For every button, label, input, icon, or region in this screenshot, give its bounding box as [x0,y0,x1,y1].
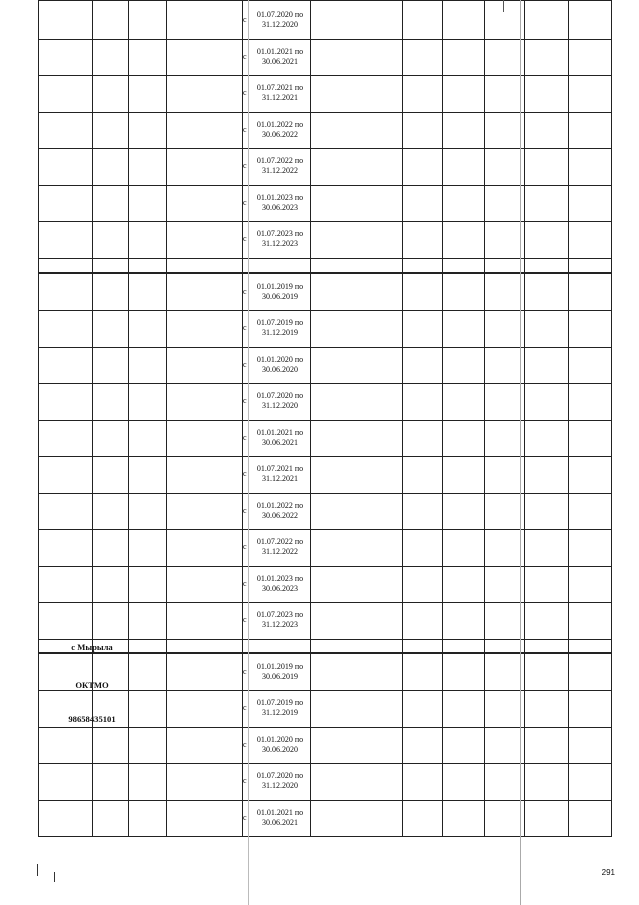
empty-value-dash [402,112,442,149]
tariff-type [166,654,238,691]
empty-value-dash [524,112,568,149]
tariff-type [166,727,238,764]
tariff-type [166,221,238,258]
tariff-type [166,763,238,800]
period-range: 01.01.2020 по 30.06.2020 [256,734,304,754]
row-code [38,456,92,493]
empty-value-dash [524,456,568,493]
empty-value-dash [484,310,524,347]
empty-value-dash [524,420,568,457]
tariff-period [242,800,310,837]
empty-value-dash [568,529,612,566]
column-border [524,0,525,836]
period-range: 01.01.2019 по 30.06.2019 [256,661,304,681]
tariff-period [242,529,310,566]
empty-value-dash [442,310,484,347]
tariff-period [242,493,310,530]
scan-artifact-mark [54,872,55,882]
empty-value-dash [402,148,442,185]
empty-value-dash [568,654,612,691]
empty-value-dash [524,221,568,258]
empty-value-dash [524,39,568,76]
row-code [38,221,92,258]
empty-value-dash [484,763,524,800]
empty-value-dash [442,2,484,39]
empty-value-dash [568,602,612,639]
empty-value-dash [442,690,484,727]
empty-value-dash [568,75,612,112]
period-range: 01.07.2021 по 31.12.2021 [256,464,304,484]
period-prefix: с [243,542,247,552]
tariff-period [242,75,310,112]
tariff-period [242,456,310,493]
empty-value-dash [402,800,442,837]
row-code [38,566,92,603]
scan-artifact-line [248,0,249,905]
row-code [38,185,92,222]
scan-artifact-line [520,0,521,905]
tariff-period [242,39,310,76]
period-prefix: с [243,703,247,713]
period-prefix: с [243,776,247,786]
period-range: 01.07.2020 по 31.12.2020 [256,391,304,411]
row-border [38,639,612,640]
empty-value-dash [442,529,484,566]
empty-value-dash [568,690,612,727]
tariff-period [242,112,310,149]
empty-value-dash [484,456,524,493]
empty-value-dash [524,763,568,800]
tariff-type [166,383,238,420]
empty-value-dash [524,529,568,566]
empty-value-dash [402,529,442,566]
empty-value-dash [568,310,612,347]
empty-value-dash [442,763,484,800]
tariff-period [242,690,310,727]
period-range: 01.01.2022 по 30.06.2022 [256,119,304,139]
tariff-period [242,148,310,185]
tariff-period [242,763,310,800]
tariff-type [166,566,238,603]
empty-value-dash [524,493,568,530]
period-range: 01.07.2020 по 31.12.2020 [256,771,304,791]
empty-value-dash [484,75,524,112]
empty-value-dash [568,493,612,530]
period-range: 01.07.2022 по 31.12.2022 [256,537,304,557]
tariff-period [242,727,310,764]
tariff-period [242,383,310,420]
column-border [611,0,612,836]
row-code [38,529,92,566]
empty-value-dash [402,602,442,639]
column-border [38,0,39,836]
tariff-value [310,383,402,420]
empty-value-dash [484,654,524,691]
empty-value-dash [524,690,568,727]
empty-value-dash [568,347,612,384]
row-code [38,800,92,837]
tariff-value [310,75,402,112]
tariff-value [310,148,402,185]
tariff-type [166,690,238,727]
empty-value-dash [568,763,612,800]
period-range: 01.01.2019 по 30.06.2019 [256,281,304,301]
tariff-type [166,529,238,566]
empty-value-dash [484,274,524,311]
period-range: 01.07.2019 по 31.12.2019 [256,318,304,338]
period-prefix: с [243,432,247,442]
empty-value-dash [524,75,568,112]
column-border [402,0,403,836]
empty-value-dash [484,347,524,384]
empty-value-dash [524,602,568,639]
tariff-type [166,310,238,347]
empty-value-dash [568,456,612,493]
column-border [166,0,167,836]
tariff-value [310,456,402,493]
tariff-type [166,800,238,837]
period-range: 01.07.2019 по 31.12.2019 [256,698,304,718]
empty-value-dash [442,185,484,222]
empty-value-dash [402,185,442,222]
empty-value-dash [402,310,442,347]
tariff-type [166,185,238,222]
empty-value-dash [484,566,524,603]
empty-value-dash [402,690,442,727]
settlement-name: с Мырыла [71,642,113,652]
empty-value-dash [402,493,442,530]
empty-value-dash [402,727,442,764]
period-prefix: с [243,505,247,515]
row-border [38,258,612,259]
row-code [38,763,92,800]
column-border [568,0,569,836]
tariff-value [310,310,402,347]
period-range: 01.01.2023 по 30.06.2023 [256,573,304,593]
empty-value-dash [524,148,568,185]
tariff-value [310,493,402,530]
tariff-value [310,602,402,639]
row-code [38,420,92,457]
row-code [38,274,92,311]
empty-value-dash [568,39,612,76]
tariff-period [242,185,310,222]
period-prefix: с [243,234,247,244]
tariff-value [310,274,402,311]
empty-value-dash [484,185,524,222]
empty-value-dash [484,420,524,457]
period-prefix: с [243,396,247,406]
tariff-type [166,493,238,530]
empty-value-dash [524,185,568,222]
empty-value-dash [442,602,484,639]
row-code [38,148,92,185]
tariff-period [242,420,310,457]
tariff-period [242,221,310,258]
empty-value-dash [402,221,442,258]
empty-value-dash [524,727,568,764]
empty-value-dash [524,383,568,420]
empty-value-dash [442,148,484,185]
tariff-type [166,274,238,311]
period-range: 01.01.2021 по 30.06.2021 [256,427,304,447]
tariff-value [310,185,402,222]
empty-value-dash [442,493,484,530]
empty-value-dash [568,148,612,185]
empty-value-dash [442,274,484,311]
empty-value-dash [484,112,524,149]
row-code [38,2,92,39]
empty-value-dash [484,2,524,39]
column-border [484,0,485,836]
tariff-value [310,654,402,691]
row-code [38,39,92,76]
empty-value-dash [442,75,484,112]
period-range: 01.01.2022 по 30.06.2022 [256,500,304,520]
period-range: 01.07.2023 по 31.12.2023 [256,610,304,630]
empty-value-dash [442,221,484,258]
tariff-type [166,148,238,185]
row-code [38,602,92,639]
tariff-period [242,2,310,39]
empty-value-dash [568,221,612,258]
empty-value-dash [442,456,484,493]
tariff-type [166,420,238,457]
empty-value-dash [524,654,568,691]
empty-value-dash [568,112,612,149]
page-number: 291 [601,868,615,877]
period-prefix: с [243,15,247,25]
empty-value-dash [484,148,524,185]
empty-value-dash [402,274,442,311]
empty-value-dash [402,763,442,800]
column-border [242,0,243,836]
empty-value-dash [442,566,484,603]
row-code [38,383,92,420]
tariff-value [310,347,402,384]
period-prefix: с [243,359,247,369]
empty-value-dash [484,602,524,639]
empty-value-dash [484,39,524,76]
empty-value-dash [402,654,442,691]
empty-value-dash [568,800,612,837]
empty-value-dash [402,39,442,76]
empty-value-dash [402,456,442,493]
tariff-value [310,566,402,603]
empty-value-dash [484,221,524,258]
row-code [38,112,92,149]
empty-value-dash [402,383,442,420]
column-border [128,0,129,836]
tariff-value [310,420,402,457]
empty-value-dash [524,347,568,384]
oktmo-label: ОКТМО [75,680,109,690]
tariff-value [310,690,402,727]
tariff-value [310,39,402,76]
tariff-type [166,602,238,639]
row-code [38,347,92,384]
period-prefix: с [243,124,247,134]
empty-value-dash [524,274,568,311]
tariff-period [242,602,310,639]
oktmo-code: 98658435101 [68,714,116,724]
period-prefix: с [243,739,247,749]
empty-value-dash [568,2,612,39]
period-prefix: с [243,51,247,61]
period-range: 01.07.2021 по 31.12.2021 [256,83,304,103]
scan-artifact-line [503,0,504,12]
row-border [38,836,612,837]
empty-value-dash [524,800,568,837]
period-prefix: с [243,666,247,676]
period-prefix: с [243,615,247,625]
tariff-period [242,274,310,311]
tariff-period [242,566,310,603]
empty-value-dash [568,420,612,457]
row-code [38,310,92,347]
tariff-value [310,763,402,800]
tariff-period [242,310,310,347]
empty-value-dash [442,800,484,837]
row-border [38,0,612,1]
period-range: 01.01.2021 по 30.06.2021 [256,46,304,66]
empty-value-dash [442,112,484,149]
tariff-value [310,112,402,149]
period-prefix: с [243,812,247,822]
period-range: 01.07.2020 по 31.12.2020 [256,10,304,30]
tariff-type [166,39,238,76]
column-border [442,0,443,836]
empty-value-dash [442,420,484,457]
period-range: 01.01.2021 по 30.06.2021 [256,807,304,827]
tariff-type [166,347,238,384]
period-prefix: с [243,286,247,296]
tariff-type [166,456,238,493]
period-prefix: с [243,161,247,171]
tariff-period [242,347,310,384]
empty-value-dash [568,185,612,222]
empty-value-dash [484,529,524,566]
tariff-type [166,112,238,149]
empty-value-dash [524,566,568,603]
empty-value-dash [524,310,568,347]
empty-value-dash [402,566,442,603]
empty-value-dash [568,383,612,420]
empty-value-dash [442,347,484,384]
tariff-value [310,529,402,566]
empty-value-dash [402,347,442,384]
empty-value-dash [568,727,612,764]
empty-value-dash [484,690,524,727]
column-border [310,0,311,836]
row-code [38,727,92,764]
empty-value-dash [484,493,524,530]
tariff-period [242,654,310,691]
empty-value-dash [524,2,568,39]
row-code [38,493,92,530]
empty-value-dash [568,566,612,603]
row-code [38,75,92,112]
tariff-value [310,800,402,837]
tariff-value [310,2,402,39]
period-range: 01.01.2023 по 30.06.2023 [256,192,304,212]
empty-value-dash [402,75,442,112]
empty-value-dash [442,654,484,691]
empty-value-dash [442,383,484,420]
period-range: 01.07.2022 по 31.12.2022 [256,156,304,176]
column-border [92,0,93,836]
tariff-type [166,2,238,39]
empty-value-dash [402,420,442,457]
period-range: 01.07.2023 по 31.12.2023 [256,229,304,249]
period-prefix: с [243,469,247,479]
empty-value-dash [442,39,484,76]
period-prefix: с [243,88,247,98]
period-prefix: с [243,578,247,588]
empty-value-dash [484,727,524,764]
empty-value-dash [442,727,484,764]
tariff-value [310,221,402,258]
empty-value-dash [568,274,612,311]
scan-artifact-mark [37,864,38,876]
empty-value-dash [484,383,524,420]
tariff-type [166,75,238,112]
period-prefix: с [243,323,247,333]
tariff-value [310,727,402,764]
empty-value-dash [484,800,524,837]
period-range: 01.01.2020 по 30.06.2020 [256,354,304,374]
empty-value-dash [402,2,442,39]
period-prefix: с [243,197,247,207]
